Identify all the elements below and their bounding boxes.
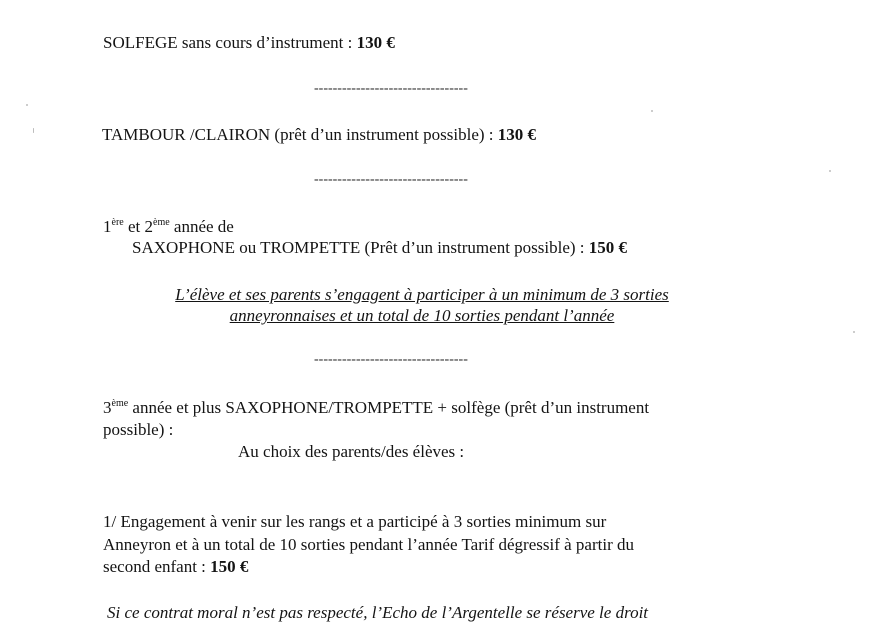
third-year-line1-rest: année et plus SAXOPHONE/TROMPETTE + solfège (prêt d’un instrument bbox=[128, 398, 650, 417]
first-years-heading bbox=[103, 217, 234, 237]
scan-speck bbox=[26, 104, 28, 106]
third-year-line-1 bbox=[103, 398, 649, 418]
option1-price: 150 € bbox=[210, 557, 249, 576]
first-years-sup2: ème bbox=[153, 217, 170, 228]
separator-3: --------------------------------- bbox=[314, 352, 468, 367]
tambour-line bbox=[102, 125, 536, 145]
first-years-instruments-line bbox=[132, 238, 627, 258]
option1-line-1: 1/ Engagement à venir sur les rangs et a participé à 3 sorties minimum sur bbox=[103, 512, 607, 531]
commitment-line-1: L’élève et ses parents s’engagent à participer à un minimum de 3 sorties bbox=[175, 285, 669, 304]
third-year-num: 3 bbox=[103, 398, 112, 417]
option1-line-2: Anneyron et à un total de 10 sorties pendant l’année Tarif dégressif à partir du bbox=[103, 535, 634, 554]
scan-speck bbox=[651, 110, 653, 112]
solfege-price: 130 € bbox=[356, 33, 395, 52]
separator-1: --------------------------------- bbox=[314, 81, 468, 96]
separator-2: --------------------------------- bbox=[314, 172, 468, 187]
scan-speck bbox=[33, 128, 34, 133]
first-years-num1: 1 bbox=[103, 217, 112, 236]
tambour-text: TAMBOUR /CLAIRON (prêt d’un instrument possible) : bbox=[102, 125, 494, 144]
first-years-mid: et 2 bbox=[123, 217, 153, 236]
commitment-line-2: anneyronnaises et un total de 10 sorties pendant l’année bbox=[229, 306, 615, 325]
third-year-choice: Au choix des parents/des élèves : bbox=[238, 442, 465, 461]
third-year-sup: ème bbox=[111, 398, 129, 409]
solfege-text: SOLFEGE sans cours d’instrument : bbox=[103, 33, 353, 52]
first-years-sup1: ère bbox=[111, 217, 124, 228]
first-years-price: 150 € bbox=[588, 238, 628, 257]
solfege-line bbox=[103, 33, 395, 53]
scan-speck bbox=[829, 170, 831, 172]
option1-line-3 bbox=[103, 557, 248, 577]
third-year-line-2: possible) : bbox=[103, 420, 174, 439]
first-years-instruments: SAXOPHONE ou TROMPETTE (Prêt d’un instrument possible) : bbox=[132, 238, 585, 257]
contract-note: Si ce contrat moral n’est pas respecté, l’Echo de l’Argentelle se réserve le droit bbox=[107, 603, 649, 622]
tambour-price: 130 € bbox=[497, 125, 536, 144]
first-years-rest: année de bbox=[169, 217, 234, 236]
scan-speck bbox=[853, 331, 855, 333]
option1-line3-text: second enfant : bbox=[103, 557, 206, 576]
